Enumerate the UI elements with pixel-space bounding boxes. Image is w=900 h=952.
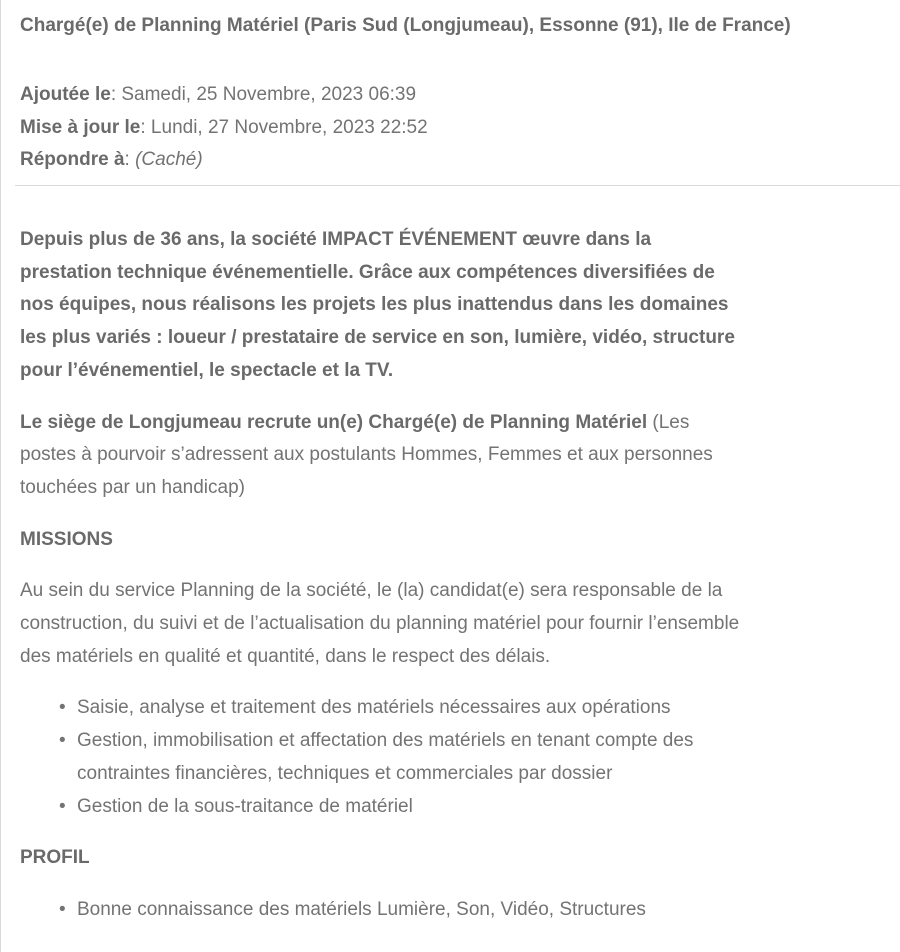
job-description	[20, 224, 740, 946]
bullet-icon: •	[59, 898, 66, 920]
bullet-icon: •	[59, 697, 66, 719]
list-item	[59, 692, 740, 725]
section-divider	[15, 185, 900, 186]
missions-heading: MISSIONS	[20, 528, 113, 550]
updated-label: Mise à jour le	[20, 116, 141, 138]
reply-separator: :	[124, 149, 136, 170]
reply-label: Répondre à	[20, 149, 125, 170]
bullet-icon: •	[59, 795, 66, 817]
reply-row	[20, 144, 900, 177]
added-row	[20, 79, 900, 112]
job-posting	[0, 0, 900, 177]
list-item	[59, 791, 740, 824]
added-label: Ajoutée le	[20, 84, 111, 105]
list-item	[59, 894, 740, 927]
bullet-icon: •	[59, 730, 66, 752]
updated-row	[20, 112, 900, 145]
profil-item: Bonne connaissance des matériels Lumière, Son, Vidéo, Structures	[77, 898, 646, 920]
reply-value: (Caché)	[135, 149, 203, 170]
recruit-paragraph	[20, 407, 740, 505]
job-title: Chargé(e) de Planning Matériel (Paris Sud (Longjumeau), Essonne (91), Ile de France)	[20, 15, 791, 36]
missions-list	[20, 692, 740, 823]
missions-item: Gestion, immobilisation et affectation des matériels en tenant compte des contraintes financières, techniques et commerciales par dossier	[77, 730, 694, 784]
missions-item: Gestion de la sous-traitance de matériel	[77, 795, 413, 817]
added-value: : Samedi, 25 Novembre, 2023 06:39	[110, 84, 417, 105]
recruit-strong: Le siège de Longjumeau recrute un(e) Chargé(e) de Planning Matériel	[20, 411, 648, 433]
updated-value: : Lundi, 27 Novembre, 2023 22:52	[140, 116, 428, 138]
missions-text: Au sein du service Planning de la société, le (la) candidat(e) sera responsable de la construction, du suivi et de l’actualisation du planning matériel pour fournir l’ensemble des matériels en qualité et quantité, dans le respect des délais.	[20, 580, 740, 667]
list-item	[59, 725, 740, 790]
job-meta	[20, 79, 900, 177]
profil-list	[20, 894, 740, 927]
profil-heading: PROFIL	[20, 847, 90, 869]
recruit-rest: (Les postes à pourvoir s’adressent aux postulants Hommes, Femmes et aux personnes touchées par un handicap)	[20, 411, 713, 498]
company-intro: Depuis plus de 36 ans, la société IMPACT ÉVÉNEMENT œuvre dans la prestation technique événementielle. Grâce aux compétences diversifiées de nos équipes, nous réalisons les projets les plus inattendus dans les domaines les plus variés : loueur / prestataire de service en son, lumière, vidéo, structure pour l’événementiel, le spectacle et la TV.	[20, 229, 735, 381]
missions-item: Saisie, analyse et traitement des matériels nécessaires aux opérations	[77, 697, 671, 719]
left-border	[0, 0, 1, 952]
